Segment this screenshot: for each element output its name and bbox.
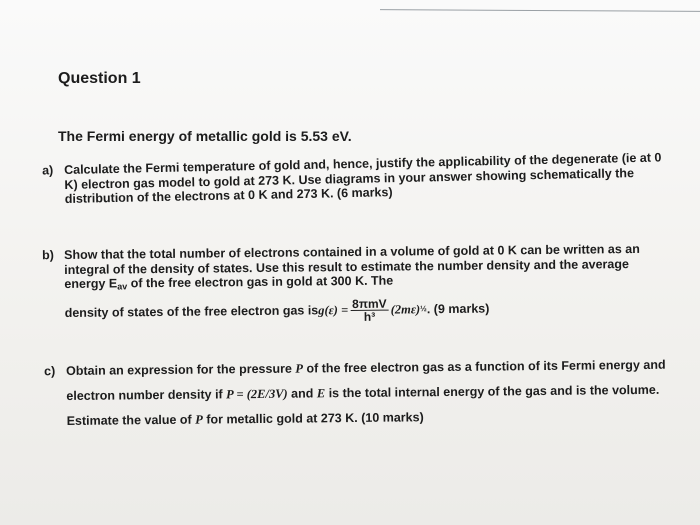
formula-prefix: density of states of the free electron gas is	[64, 303, 319, 320]
part-b-text-1: Show that the total number of electrons contained in a volume of gold at 0 K can be written as an integral of the density of states. Use this result to estimate the number density and the average energy E	[64, 241, 640, 291]
question-intro: The Fermi energy of metallic gold is 5.53 eV.	[58, 128, 352, 144]
part-c-text-5: for metallic gold at 273 K. (10 marks)	[202, 410, 424, 427]
formula-denominator: h³	[363, 309, 376, 324]
formula-lhs: g(ε) =	[318, 302, 349, 318]
part-b-label: b)	[42, 248, 54, 263]
question-title: Question 1	[58, 70, 141, 87]
part-a	[42, 150, 665, 206]
part-c-pressure-symbol: P	[295, 361, 304, 376]
part-a-text: Calculate the Fermi temperature of gold and, hence, justify the applicability of the degenerate (ie at 0 K) electron gas model to gold at 273 K. Use diagrams in your answer showing schematically the distribution of the electrons at 0 K and 273 K. (6 marks)	[64, 150, 662, 206]
formula-numerator: 8πmV	[352, 296, 387, 311]
formula-fraction	[350, 297, 389, 322]
part-c-text-1: Obtain an expression for the pressure	[66, 361, 296, 378]
part-b-avg-subscript: av	[117, 281, 128, 292]
part-c-text-2: of the free electron gas as a function of its Fermi energy and electron number density if	[66, 357, 666, 403]
part-c-text-4: is the total internal energy of the gas and is the volume. Estimate the value of	[66, 382, 660, 428]
part-c-pressure-formula: P = (2E/3V)	[226, 386, 288, 402]
part-c	[44, 353, 667, 434]
formula-tail: (2mε)	[390, 302, 421, 317]
density-of-states-formula	[65, 294, 665, 325]
formula-exponent: ½	[420, 303, 427, 314]
part-c-pressure-symbol-2: P	[195, 412, 203, 427]
part-a-label: a)	[42, 163, 54, 178]
part-c-text-3: and	[287, 386, 317, 401]
part-c-energy-symbol: E	[316, 386, 326, 401]
part-b-text-2: of the free electron gas in gold at 300 K. The	[127, 273, 394, 291]
top-rule-line	[380, 9, 700, 12]
part-b	[42, 241, 665, 326]
part-c-label: c)	[44, 364, 56, 379]
formula-suffix: . (9 marks)	[426, 301, 490, 316]
